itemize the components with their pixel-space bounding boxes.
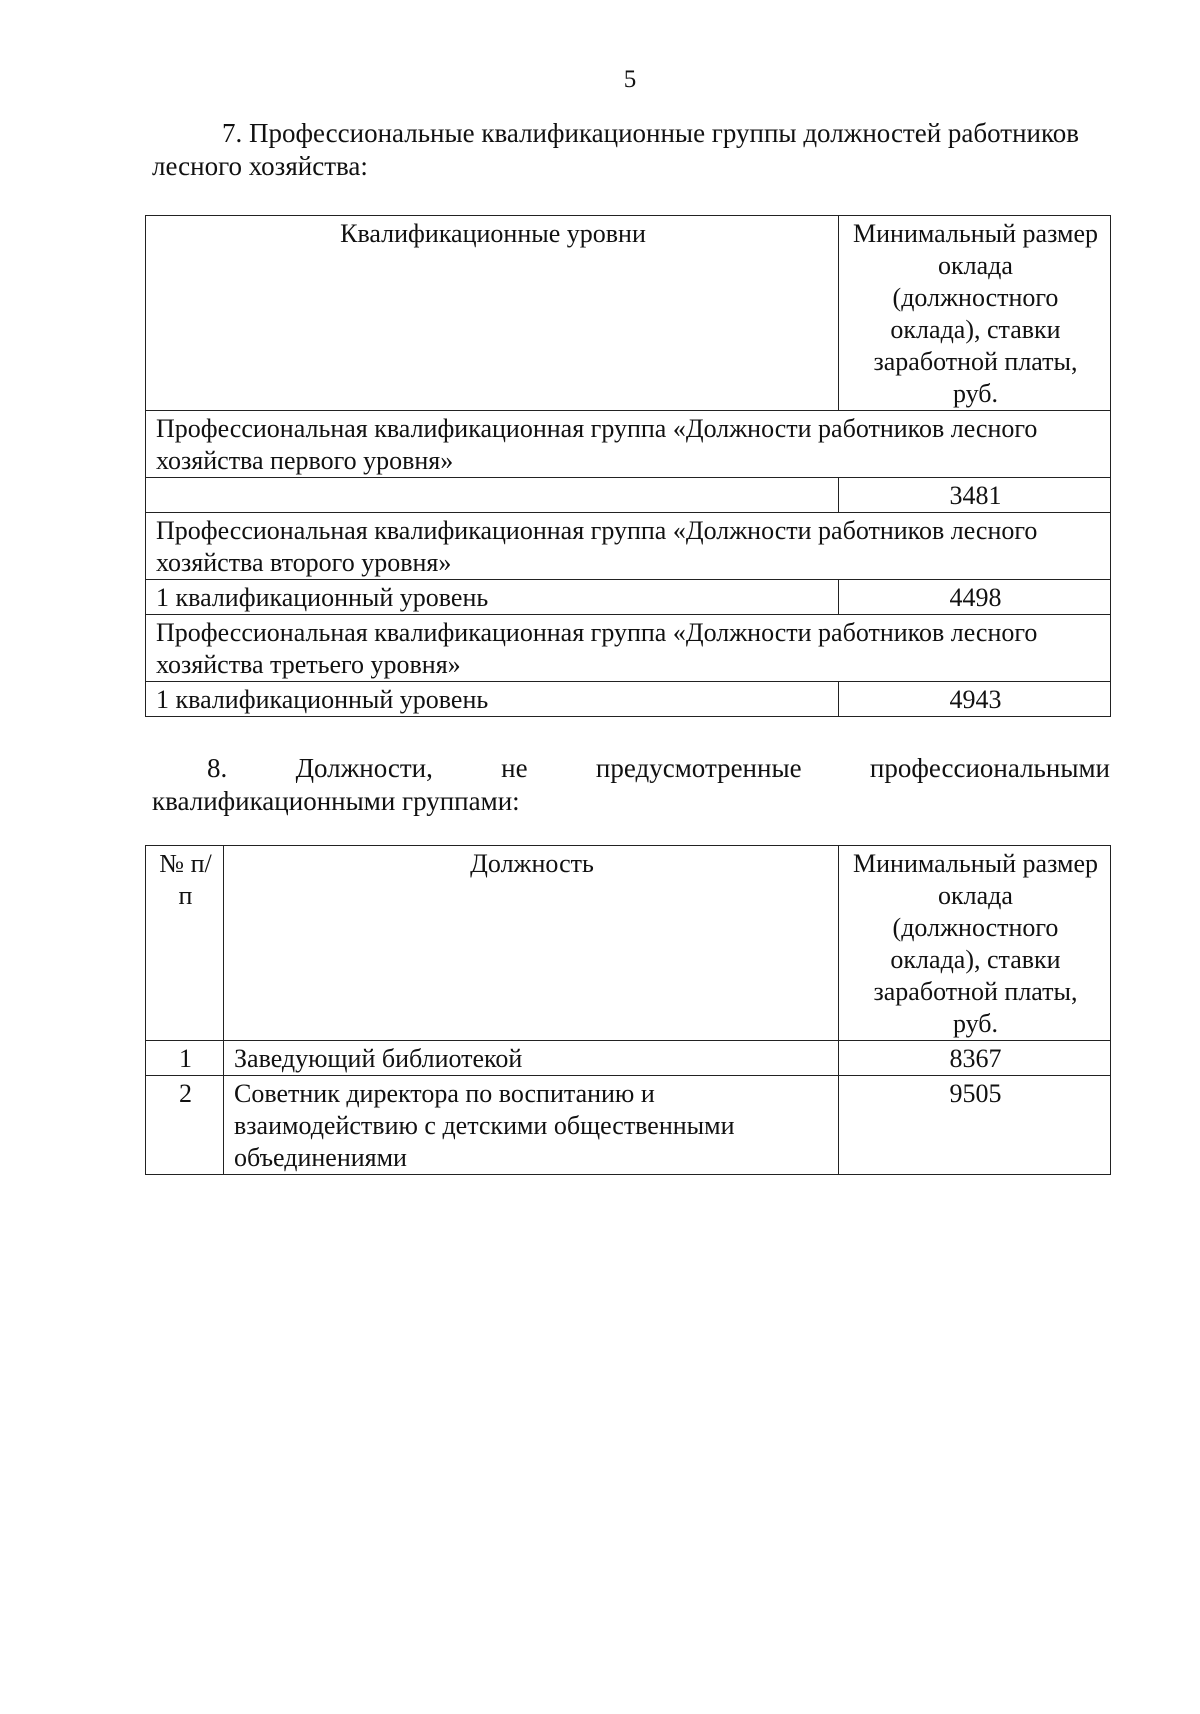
level-cell-1 [146, 478, 839, 513]
salary-cell-3: 4943 [839, 682, 1111, 717]
group-row-1 [146, 411, 1111, 478]
column-header-salary-text: Минимальный размер оклада (должностного оклада), ставки заработной платы, руб. [853, 219, 1098, 408]
level-row-3 [146, 682, 1111, 717]
salary-cell-2: 4498 [839, 580, 1111, 615]
table-row [146, 1041, 1111, 1076]
column-header-number: № п/п [146, 846, 224, 1041]
qualification-groups-table [145, 215, 1111, 717]
group-title-3: Профессиональная квалификационная группа «Должности работников лесного хозяйства третьего уровня» [146, 615, 1111, 682]
row-number: 1 [146, 1041, 224, 1076]
group-title-1: Профессиональная квалификационная группа «Должности работников лесного хозяйства первого уровня» [146, 411, 1111, 478]
level-cell-2: 1 квалификационный уровень [146, 580, 839, 615]
positions-table [145, 845, 1111, 1175]
group-row-2 [146, 513, 1111, 580]
row-number: 2 [146, 1076, 224, 1175]
group-title-2: Профессиональная квалификационная группа «Должности работников лесного хозяйства второго уровня» [146, 513, 1111, 580]
level-row-1 [146, 478, 1111, 513]
salary-value: 8367 [839, 1041, 1111, 1076]
column-header-position: Должность [224, 846, 839, 1041]
position-name: Советник директора по воспитанию и взаимодействию с детскими общественными объединениями [224, 1076, 839, 1175]
section-7-heading: 7. Профессиональные квалификационные группы должностей работников лесного хозяйства: [152, 118, 1079, 181]
page-number: 5 [623, 66, 637, 93]
column-header-salary [839, 846, 1111, 1041]
column-header-salary-text: Минимальный размер оклада (должностного оклада), ставки заработной платы, руб. [853, 849, 1098, 1038]
salary-cell-1: 3481 [839, 478, 1111, 513]
level-cell-3: 1 квалификационный уровень [146, 682, 839, 717]
column-header-levels: Квалификационные уровни [146, 216, 839, 411]
table-row [146, 1076, 1111, 1175]
table-header-row [146, 216, 1111, 411]
group-row-3 [146, 615, 1111, 682]
position-name: Заведующий библиотекой [224, 1041, 839, 1076]
column-header-salary [839, 216, 1111, 411]
section-8-heading: 8. Должности, не предусмотренные профессиональными квалификационными группами: [152, 753, 1110, 816]
level-row-2 [146, 580, 1111, 615]
salary-value: 9505 [839, 1076, 1111, 1175]
table-header-row [146, 846, 1111, 1041]
